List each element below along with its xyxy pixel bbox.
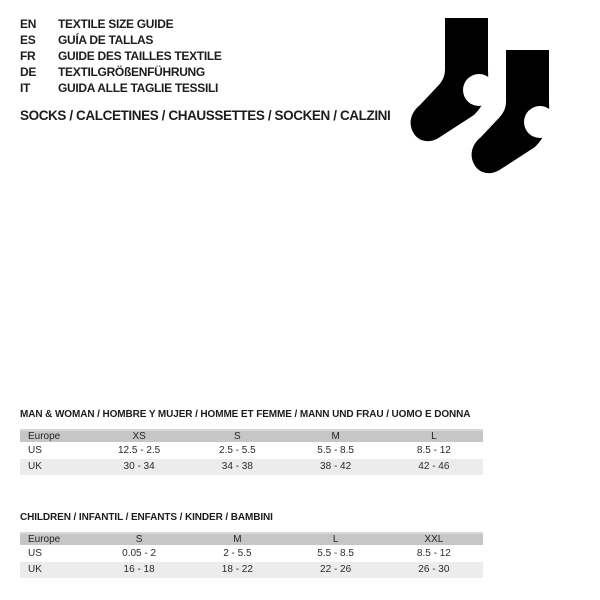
language-title: TEXTILE SIZE GUIDE bbox=[58, 17, 174, 31]
sock-left bbox=[411, 18, 495, 141]
language-row-en bbox=[20, 16, 222, 32]
size-cell: 42 - 46 bbox=[418, 461, 450, 472]
language-row-fr bbox=[20, 48, 222, 64]
size-cell: 0.05 - 2 bbox=[122, 548, 157, 560]
column-header-l: L bbox=[287, 533, 385, 546]
socks-icon bbox=[406, 15, 556, 180]
column-header-xxl: XXL bbox=[385, 533, 483, 546]
size-cell: 8.5 - 12 bbox=[416, 445, 451, 457]
row-label: UK bbox=[28, 564, 42, 575]
column-header-m: M bbox=[188, 533, 286, 546]
table-row-us bbox=[20, 546, 483, 562]
language-code: EN bbox=[20, 17, 37, 31]
column-header-l: L bbox=[385, 430, 483, 443]
size-cell: 30 - 34 bbox=[123, 461, 155, 472]
size-cell: 18 - 22 bbox=[221, 564, 253, 575]
row-label: US bbox=[28, 548, 42, 560]
column-header-xs: XS bbox=[90, 430, 188, 443]
size-cell: 26 - 30 bbox=[418, 564, 450, 575]
size-cell: 34 - 38 bbox=[221, 461, 253, 472]
language-row-it bbox=[20, 80, 222, 96]
language-code: FR bbox=[20, 49, 36, 63]
row-label: UK bbox=[28, 461, 42, 472]
size-cell: 12.5 - 2.5 bbox=[117, 445, 161, 457]
size-table-children bbox=[20, 532, 483, 578]
category-title: SOCKS / CALCETINES / CHAUSSETTES / SOCKEN / CALZINI bbox=[20, 108, 391, 123]
language-title: GUÍA DE TALLAS bbox=[58, 33, 154, 47]
size-cell: 16 - 18 bbox=[123, 564, 155, 575]
size-cell: 5.5 - 8.5 bbox=[317, 548, 354, 560]
size-table-section-children bbox=[20, 511, 483, 578]
language-row-de bbox=[20, 64, 222, 80]
language-code: IT bbox=[20, 81, 31, 95]
column-header-m: M bbox=[287, 430, 385, 443]
language-code: DE bbox=[20, 65, 37, 79]
table-row-us bbox=[20, 443, 483, 459]
language-code: ES bbox=[20, 33, 36, 47]
column-header-europe: Europe bbox=[20, 533, 90, 546]
size-cell: 8.5 - 12 bbox=[416, 548, 451, 560]
table-row-uk bbox=[20, 459, 483, 475]
column-header-s: S bbox=[90, 533, 188, 546]
table-title-man-woman: MAN & WOMAN / HOMBRE Y MUJER / HOMME ET FEMME / MANN UND FRAU / UOMO E DONNA bbox=[20, 409, 471, 420]
size-cell: 38 - 42 bbox=[320, 461, 352, 472]
language-title: GUIDE DES TAILLES TEXTILE bbox=[58, 49, 222, 63]
size-cell: 5.5 - 8.5 bbox=[317, 445, 354, 457]
language-title: GUIDA ALLE TAGLIE TESSILI bbox=[58, 81, 219, 95]
language-row-es bbox=[20, 32, 222, 48]
table-header-row bbox=[20, 430, 483, 443]
language-title: TEXTILGRÖßENFÜHRUNG bbox=[58, 65, 205, 79]
language-list bbox=[20, 16, 222, 96]
table-header-row bbox=[20, 533, 483, 546]
table-row-uk bbox=[20, 562, 483, 578]
row-label: US bbox=[28, 445, 42, 457]
size-cell: 22 - 26 bbox=[320, 564, 352, 575]
size-table-section-man-woman bbox=[20, 408, 483, 475]
size-table-man-woman bbox=[20, 429, 483, 475]
size-cell: 2.5 - 5.5 bbox=[219, 445, 256, 457]
column-header-s: S bbox=[188, 430, 286, 443]
table-title-children: CHILDREN / INFANTIL / ENFANTS / KINDER / BAMBINI bbox=[20, 512, 273, 523]
column-header-europe: Europe bbox=[20, 430, 90, 443]
size-cell: 2 - 5.5 bbox=[223, 548, 252, 560]
